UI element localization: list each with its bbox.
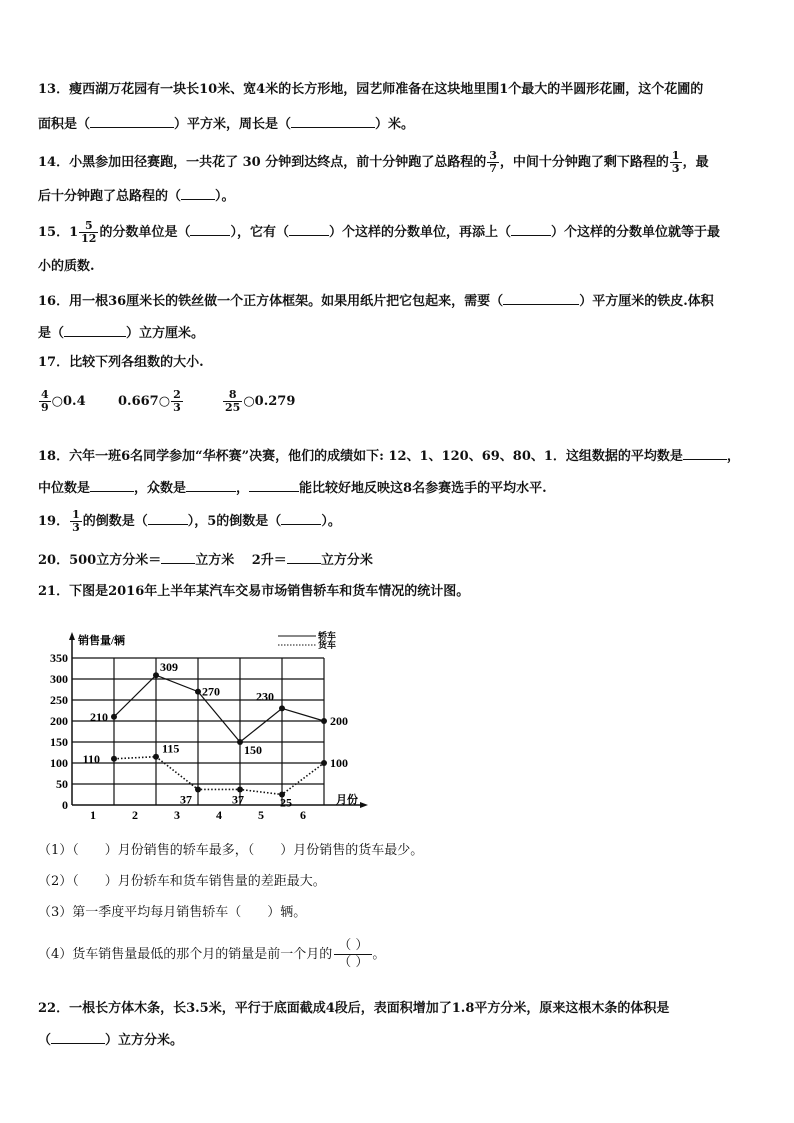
q13-perimeter-label: ）平方米，周长是（ bbox=[174, 117, 292, 132]
q14-frac1-num: 3 bbox=[489, 149, 497, 162]
q21-title: 21．下图是2016年上半年某汽车交易市场销售轿车和货车情况的统计图。 bbox=[38, 584, 470, 599]
y-tick-label: 300 bbox=[50, 672, 68, 686]
q13-line1: 13．瘦西湖万花园有一块长10米、宽4米的长方形地，园艺师准备在这块地里围1个最大的半圆形花圃，这个花圃的 bbox=[38, 82, 704, 97]
q14-frac1-den: 7 bbox=[489, 162, 497, 175]
data-point bbox=[237, 739, 243, 745]
q21-sub4-fraction[interactable] bbox=[334, 938, 372, 971]
q14-line2 bbox=[38, 187, 235, 205]
q15-frac-den: 12 bbox=[81, 232, 97, 245]
data-point bbox=[111, 756, 117, 762]
q21-sub4-den: （ ） bbox=[338, 955, 369, 970]
q22-line2 bbox=[38, 1031, 183, 1049]
q19-frac-den: 3 bbox=[72, 521, 80, 534]
q19-frac-num: 1 bbox=[72, 508, 80, 521]
q21-sub2: （2）（ ）月份轿车和货车销售量的差距最大。 bbox=[38, 874, 326, 889]
data-label: 210 bbox=[90, 709, 108, 724]
q13-perimeter-blank[interactable] bbox=[291, 115, 375, 128]
series-line-2 bbox=[114, 757, 324, 795]
q18-mode-blank[interactable] bbox=[186, 479, 236, 492]
q16-blank-2[interactable] bbox=[64, 324, 126, 337]
x-axis-arrow bbox=[360, 802, 368, 808]
q19-line bbox=[38, 506, 341, 538]
q20-text-a: 20．500立方分米＝ bbox=[38, 553, 162, 568]
q21-sub4-text: （4）货车销售量最低的那个月的销量是前一个月的 bbox=[38, 947, 333, 962]
q16-text-a: 16．用一根36厘米长的铁丝做一个正方体框架。如果用纸片把它包起来，需要（ bbox=[38, 294, 504, 309]
q14-text-a: 14．小黑参加田径赛跑，一共花了 30 分钟到达终点，前十分钟跑了总路程的 bbox=[38, 155, 487, 170]
q19-blank-1[interactable] bbox=[148, 512, 188, 525]
legend-label: 货车 bbox=[318, 640, 337, 650]
q14-blank[interactable] bbox=[181, 187, 215, 200]
legend-label: 轿车 bbox=[318, 631, 337, 641]
q17-item-2 bbox=[118, 389, 184, 414]
q14-text-d: 后十分钟跑了总路程的（ bbox=[38, 189, 182, 204]
y-tick-label: 50 bbox=[56, 777, 68, 791]
q17-item1-den: 9 bbox=[41, 401, 49, 414]
q15-prefix: 15．1 bbox=[38, 225, 79, 240]
q16-blank-1[interactable] bbox=[503, 292, 579, 305]
q20-blank-1[interactable] bbox=[161, 551, 195, 564]
q15-blank-1[interactable] bbox=[190, 223, 230, 236]
q13-area-blank[interactable] bbox=[90, 115, 174, 128]
data-label: 200 bbox=[330, 714, 348, 728]
q20-blank-2[interactable] bbox=[287, 551, 321, 564]
q18-text-f: 能比较好地反映这8名参赛选手的平均水平. bbox=[299, 481, 547, 496]
q17-item2-fraction bbox=[171, 389, 183, 414]
data-point bbox=[321, 760, 327, 766]
q15-text-c: ）个这样的分数单位，再添上（ bbox=[328, 225, 511, 240]
q20-text-b: 立方米 2升＝ bbox=[195, 553, 287, 568]
x-tick-label: 3 bbox=[174, 808, 180, 822]
q14-fraction-2 bbox=[670, 150, 682, 175]
q14-text-c: ，最 bbox=[682, 155, 709, 170]
q14-text-b: ，中间十分钟跑了剩下路程的 bbox=[499, 155, 669, 170]
q18-line1 bbox=[38, 447, 740, 465]
q18-median-blank[interactable] bbox=[90, 479, 134, 492]
q16-text-d: ）立方厘米。 bbox=[126, 326, 205, 341]
q17-item2-num: 2 bbox=[173, 388, 181, 401]
q19-fraction bbox=[70, 509, 82, 534]
data-label: 110 bbox=[82, 751, 100, 766]
y-axis-arrow bbox=[69, 632, 75, 640]
q19-text-b: ），5的倒数是（ bbox=[187, 514, 282, 529]
data-point bbox=[153, 672, 159, 678]
q17-title: 17．比较下列各组数的大小. bbox=[38, 355, 204, 370]
q18-text-a: 18．六年一班6名同学参加“华杯赛”决赛，他们的成绩如下: 12、1、120、69、80、1．这组数据的平均数是 bbox=[38, 449, 683, 464]
q17-item1-fraction bbox=[39, 389, 51, 414]
x-tick-label: 4 bbox=[216, 808, 222, 822]
q17-item3-den: 25 bbox=[225, 401, 241, 414]
q16-text-b: ）平方厘米的铁皮.体积 bbox=[579, 294, 714, 309]
data-label: 37 bbox=[180, 792, 192, 807]
q18-text-e: ， bbox=[236, 481, 250, 496]
data-point bbox=[111, 714, 117, 720]
q17-item1-rest: ○0.4 bbox=[51, 394, 86, 409]
q14-text-e: ）。 bbox=[215, 189, 235, 204]
q18-text-b: ， bbox=[726, 449, 740, 464]
x-tick-label: 2 bbox=[132, 808, 138, 822]
data-point bbox=[321, 718, 327, 724]
q20-line bbox=[38, 551, 373, 569]
q13-unit: ）米。 bbox=[375, 117, 415, 132]
q21-sub4 bbox=[38, 937, 385, 973]
q18-text-d: ，众数是 bbox=[134, 481, 187, 496]
q15-blank-2[interactable] bbox=[289, 223, 329, 236]
q14-frac2-den: 3 bbox=[671, 162, 680, 175]
x-tick-label: 5 bbox=[258, 808, 264, 822]
y-tick-label: 150 bbox=[50, 735, 68, 749]
q20-text-c: 立方分米 bbox=[320, 553, 373, 568]
q22-blank[interactable] bbox=[51, 1031, 105, 1044]
q18-best-blank[interactable] bbox=[249, 479, 299, 492]
data-point bbox=[153, 754, 159, 760]
chart-svg bbox=[38, 630, 378, 825]
q19-text-c: ）。 bbox=[321, 514, 341, 529]
q15-blank-3[interactable] bbox=[511, 223, 551, 236]
q22-text-a: （ bbox=[38, 1033, 52, 1048]
q21-sub4-num: （ ） bbox=[334, 938, 372, 955]
q17-item3-num: 8 bbox=[223, 389, 242, 402]
q15-text-d: ）个这样的分数单位就等于最 bbox=[551, 225, 721, 240]
q21-sub4-end: 。 bbox=[372, 947, 386, 962]
q19-text-a: 的倒数是（ bbox=[82, 514, 148, 529]
q14-line1 bbox=[38, 148, 709, 178]
data-label: 37 bbox=[232, 792, 244, 807]
q13-area-label: 面积是（ bbox=[38, 117, 91, 132]
data-label: 230 bbox=[256, 689, 274, 704]
q15-text-b: ），它有（ bbox=[230, 225, 289, 240]
x-tick-label: 1 bbox=[90, 808, 96, 822]
data-point bbox=[279, 705, 285, 711]
data-label: 270 bbox=[202, 684, 220, 699]
q16-line2 bbox=[38, 324, 204, 342]
y-tick-label: 350 bbox=[50, 651, 68, 665]
x-axis-label: 月份 bbox=[336, 794, 358, 806]
data-label: 115 bbox=[162, 741, 180, 756]
data-point bbox=[195, 786, 201, 792]
q18-average-blank[interactable] bbox=[683, 447, 727, 460]
q15-line1 bbox=[38, 218, 720, 248]
q17-item3-rest: ○0.279 bbox=[243, 394, 296, 409]
data-label: 25 bbox=[280, 795, 292, 810]
q21-sub3: （3）第一季度平均每月销售轿车（ ）辆。 bbox=[38, 905, 307, 920]
q22-text-b: ）立方分米。 bbox=[105, 1033, 184, 1048]
q22-line1: 22．一根长方体木条，长3.5米，平行于底面截成4段后，表面积增加了1.8平方分米，原来这根木条的体积是 bbox=[38, 1001, 670, 1016]
q17-item2-pre: 0.667○ bbox=[118, 394, 171, 409]
y-tick-label: 200 bbox=[50, 714, 68, 728]
x-tick-label: 6 bbox=[300, 808, 306, 822]
q14-frac2-num: 1 bbox=[671, 149, 680, 162]
data-label: 309 bbox=[160, 660, 178, 675]
q15-text-a: 的分数单位是（ bbox=[99, 225, 191, 240]
y-tick-label: 0 bbox=[62, 798, 68, 812]
data-label: 100 bbox=[330, 756, 348, 770]
q17-item1-num: 4 bbox=[41, 388, 49, 401]
q15-fraction bbox=[79, 220, 98, 245]
q19-prefix: 19． bbox=[38, 514, 70, 529]
sales-line-chart bbox=[38, 630, 378, 825]
q16-line1 bbox=[38, 292, 714, 310]
q14-fraction-1 bbox=[487, 150, 499, 175]
q17-item-3 bbox=[222, 389, 295, 414]
q15-line2: 小的质数. bbox=[38, 259, 95, 274]
y-tick-label: 250 bbox=[50, 693, 68, 707]
data-label: 150 bbox=[244, 743, 262, 757]
q21-sub1: （1）（ ）月份销售的轿车最多，（ ）月份销售的货车最少。 bbox=[38, 843, 424, 858]
data-point bbox=[195, 689, 201, 695]
q17-item-1 bbox=[38, 389, 86, 414]
q13-line2 bbox=[38, 115, 414, 133]
q18-text-c: 中位数是 bbox=[38, 481, 91, 496]
q16-text-c: 是（ bbox=[38, 326, 65, 341]
q19-blank-2[interactable] bbox=[281, 512, 321, 525]
q17-item3-fraction bbox=[223, 389, 242, 414]
q17-item2-den: 3 bbox=[173, 401, 181, 414]
y-axis-label: 销售量/辆 bbox=[78, 635, 126, 647]
q18-line2 bbox=[38, 479, 547, 497]
y-tick-label: 100 bbox=[50, 756, 68, 770]
q15-frac-num: 5 bbox=[79, 220, 98, 233]
